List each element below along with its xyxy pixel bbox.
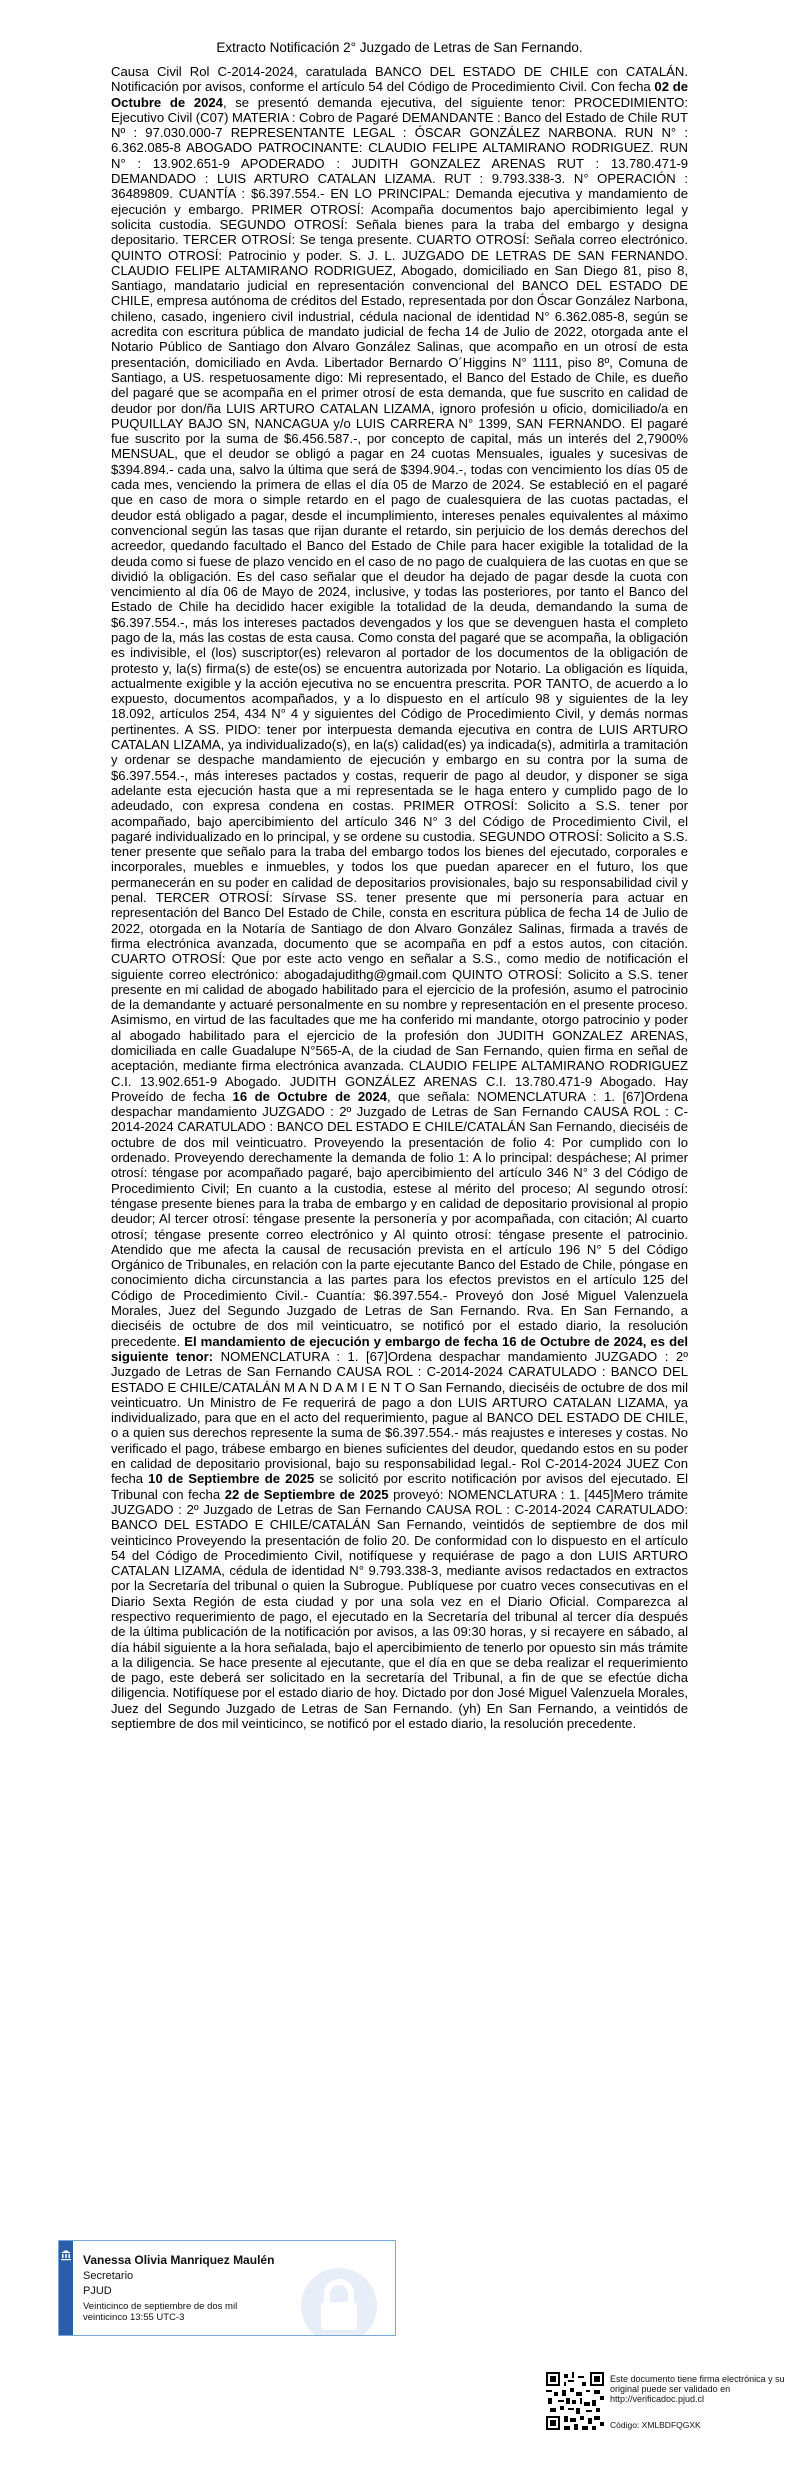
verification-code: Código: XMLBDFQGXK (610, 2420, 701, 2430)
document-title: Extracto Notificación 2° Juzgado de Letras de San Fernando. (216, 40, 583, 55)
body-text-2: , se presentó demanda ejecutiva, del siguiente tenor: PROCEDIMIENTO: Ejecutivo Civil (C07) MATERIA : Cobro de Pagaré DEMANDANTE : Banco del Estado de Chile RUT Nº : 97.030.000-7 REPRESENTANTE LEGAL : ÓSCAR GONZÁLEZ NARBONA. RUN N° : 6.362.085-8 ABOGADO PATROCINANTE: CLAUDIO FELIPE ALTAMIRANO RODRIGUEZ. RUN N° : 13.902.651-9 APODERADO : JUDITH GONZALEZ ARENAS RUT : 13.780.471-9 DEMANDADO : LUIS ARTURO CATALAN LIZAMA. RUT : 9.793.338-3. N° OPERACIÓN : 36489809. CUANTÍA : $6.397.554.- EN LO PRINCIPAL: Demanda ejecutiva y mandamiento de ejecución y embargo. PRIMER OTROSÍ: Acompaña documentos bajo apercibimiento legal y solicita custodia. SEGUNDO OTROSÍ: Señala bienes para la traba del embargo y designa depositario. TERCER OTROSÍ: Se tenga presente. CUARTO OTROSÍ: Señala correo electrónico. QUINTO OTROSÍ: Patrocinio y poder. S. J. L. JUZGADO DE LETRAS DE SAN FERNANDO. CLAUDIO FELIPE ALTAMIRANO RODRIGUEZ, Abogado, domiciliado en San Diego 81, piso 8, Santiago, mandatario judicial en representación convencional del BANCO DEL ESTADO DE CHILE, empresa autónoma de créditos del Estado, representada por don Óscar González Narbona, chileno, casado, ingeniero civil industrial, cédula nacional de identidad N° 6.362.085-8, según se acredita con escritura pública de mandato judicial de fecha 14 de Julio de 2022, otorgada ante el Notario Público de Santiago don Alvaro González Salinas, que acompaño en un otrosí de esta presentación, domiciliado en Avda. Libertador Bernardo O´Higgins N° 1111, piso 8º, Comuna de Santiago, a US. respetuosamente digo: Mi representado, el Banco del Estado de Chile, es dueño del pagaré que se acompaña en el primer otrosí de esta demanda, que fue suscrito en calidad de deudor por don/ña LUIS ARTURO CATALAN LIZAMA, ignoro profesión u oficio, domiciliado/a en PUQUILLAY BAJO SN, NANCAGUA y/o LUIS CARRERA N° 1399, SAN FERNANDO. El pagaré fue suscrito por la suma de $6.456.587.-, por concepto de capital, más un interés del 2,7900% MENSUAL, que el deudor se obligó a pagar en 24 cuotas Mensuales, iguales y sucesivas de $394.894.- cada una, salvo la última que será de $394.904.-, todas con vencimiento los días 05 de cada mes, venciendo la primera de ellas el día 05 de Marzo de 2024. Se estableció en el pagaré que en caso de mora o simple retardo en el pago de cualesquiera de las cuotas pactadas, el deudor está obligado a pagar, desde el incumplimiento, intereses penales equivalentes al máximo convencional según las tasas que rijan durante el retardo, sin perjuicio de los demás derechos del acreedor, quedando facultado el Banco del Estado de Chile para hacer exigible la totalidad de la deuda como si fuese de plazo vencido en el caso de no pago de cualquiera de las cuotas en que se dividió la obligación. Es del caso señalar que el deudor ha dejado de pagar desde la cuota con vencimiento al día 06 de Mayo de 2024, inclusive, y todas las posteriores, por tanto el Banco del Estado de Chile ha decidido hacer exigible la totalidad de la deuda, demandando la suma de $6.397.554.-, más los intereses pactados devengados y los que se devenguen hasta el completo pago de la, más las costas de esta causa. Como consta del pagaré que se acompaña, la obligación es indivisible, el (los) suscriptor(es) relevaron al portador de los documentos de la obligación de protesto y, la(s) firma(s) de este(os) se encuentra autorizada por Notario. La obligación es líquida, actualmente exigible y la acción ejecutiva no se encuentra prescrita. POR TANTO, de acuerdo a lo expuesto, documentos acompañados, y a lo dispuesto en el artículo 98 y siguientes de la ley 18.092, artículos 254, 434 N° 4 y siguientes del Código de Procedimiento Civil, y demás normas pertinentes. A SS. PIDO: tener por interpuesta demanda ejecutiva en contra de LUIS ARTURO CATALAN LIZAMA, ya individualizado(s), en la(s) calidad(es) ya indicada(s), admitirla a tramitación y ordenar se despache mandamiento de ejecución y embargo en su contra por la suma de $6.397.554.-, más intereses pactados y costas, requerir de pago al deudor, y disponer se siga adelante esta ejecución hasta que a mi representada se le haga entero y cumplido pago de lo adeudado, con expresa condena en costas. PRIMER OTROSÍ: Solicito a S.S. tener por acompañado, bajo apercibimiento del artículo 346 N° 3 del Código de Procedimiento Civil, el pagaré individualizado en lo principal, y se ordene su custodia. SEGUNDO OTROSÍ: Solicito a S.S. tener presente que señalo para la traba del embargo todos los bienes del ejecutado, corporales e incorporales, muebles e inmuebles, y todos los que puedan aparecer en el futuro, los que permanecerán en su poder en calidad de depositarios provisionales, bajo su responsabilidad civil y penal. TERCER OTROSÍ: Sírvase SS. tener presente que mi personería para actuar en representación del Banco Del Estado de Chile, consta en escritura pública de fecha 14 de Julio de 2022, otorgada en la Notaría de Santiago de don Alvaro González Salinas, firmada a través de firma electrónica avanzada, documento que se acompaña en pdf a estos autos, con citación. CUARTO OTROSÍ: Que por este acto vengo en señalar a S.S., como medio de notificación el siguiente correo electrónico: abogadajudithg@gmail.com QUINTO OTROSÍ: Solicito a S.S. tener presente en mi calidad de abogado habilitado para el ejercicio de la profesión, asumo el patrocinio de la demandante y actuaré personalmente en su nombre y representación en el presente proceso. Asimismo, en virtud de las facultades que me ha conferido mi mandante, otorgo patrocinio y poder al abogado habilitado para el ejercicio de la profesión don JUDITH GONZALEZ ARENAS, domiciliada en calle Guadalupe N°565-A, de la ciudad de San Fernando, quien firma en señal de aceptación, mediante firma electrónica avanzada. CLAUDIO FELIPE ALTAMIRANO RODRIGUEZ C.I. 13.902.651-9 Abogado. JUDITH GONZÁLEZ ARENAS C.I. 13.780.471-9 Abogado. Hay Proveído de fecha (111, 94, 688, 1104)
date-proveido: 16 de Octubre de 2024 (232, 1088, 388, 1104)
signer-name: Vanessa Olivia Manriquez Maulén (83, 2253, 275, 2267)
body-text-6: proveyó: NOMENCLATURA : 1. [445]Mero trámite JUZGADO : 2º Juzgado de Letras de San Fernando CAUSA ROL : C-2014-2024 CARATULADO: BANCO DEL ESTADO E CHILE/CATALÁN San Fernando, veintidós de septiembre de dos mil veinticinco Proveyendo la presentación de folio 20. De conformidad con lo dispuesto en el artículo 54 del Código de Procedimiento Civil, notifíquese y requiérase de pago a don LUIS ARTURO CATALAN LIZAMA, cédula de identidad N° 9.793.338-3, mediante avisos redactados en extractos por la Secretaría del tribunal o quien la Subrogue. Publíquese por cuatro veces consecutivas en el Diario Sexta Región de esta ciudad y por una sola vez en el Diario Oficial. Comparezca al respectivo requerimiento de pago, el ejecutado en la Secretaría del tribunal al tercer día después de la última publicación de la notificación por avisos, a las 09:30 horas, y si recayere en sábado, al día hábil siguiente a la hora señalada, bajo el apercibimiento de tenerlo por opuesto sin más trámite a la diligencia. Se hace presente al ejecutante, que el día en que se deba realizar el requerimiento de pago, este deberá ser solicitado en la secretaría del Tribunal, a fin de que se efectúe dicha diligencia. Notifíquese por el estado diario de hoy. Dictado por don José Miguel Valenzuela Morales, Juez del Segundo Juzgado de Letras de San Fernando. (yh) En San Fernando, a veintidós de septiembre de dos mil veinticinco, se notificó por el estado diario, la resolución precedente. (111, 1486, 688, 1732)
document-body (111, 64, 688, 1731)
mandamiento-heading: El mandamiento de ejecución y embargo de fecha 16 de Octubre de 2024, es del siguiente tenor: (111, 1333, 688, 1364)
date-resolucion: 22 de Septiembre de 2025 (224, 1486, 389, 1502)
date-solicitud: 10 de Septiembre de 2025 (148, 1471, 315, 1487)
date-demanda: 02 de Octubre de 2024 (111, 79, 688, 110)
signature-accent-bar (59, 2241, 73, 2335)
padlock-icon (299, 2266, 379, 2336)
verification-note: Este documento tiene firma electrónica y su original puede ser validado en http://verificadoc.pjud.cl (610, 2374, 785, 2404)
qr-code (546, 2372, 604, 2430)
courthouse-icon (60, 2249, 72, 2261)
body-text-4: NOMENCLATURA : 1. [67]Ordena despachar mandamiento JUZGADO : 2º Juzgado de Letras de San Fernando CAUSA ROL : C-2014-2024 CARATULADO : BANCO DEL ESTADO E CHILE/CATALÁN M A N D A M I E N T O San Fernando, dieciséis de octubre de dos mil veinticuatro. Un Ministro de Fe requerirá de pago a don LUIS ARTURO CATALAN LIZAMA, ya individualizado, para que en el acto del requerimiento, pague al BANCO DEL ESTADO DE CHILE, o a quien sus derechos represente la suma de $6.397.554.- más reajustes e intereses y costas. No verificado el pago, trábese embargo en bienes suficientes del deudor, quedando estos en su poder en calidad de depositario provisional, bajo su responsabilidad legal.- Rol C-2014-2024 JUEZ Con fecha (111, 1348, 688, 1487)
signer-institution: PJUD (83, 2285, 112, 2297)
signature-date: Veinticinco de septiembre de dos mil veinticinco 13:55 UTC-3 (83, 2301, 238, 2323)
signature-box (58, 2240, 396, 2336)
body-text-5: se solicitó por escrito notificación por avisos del ejecutado. El Tribunal con fecha (111, 1471, 688, 1502)
body-text-1: Causa Civil Rol C-2014-2024, caratulada BANCO DEL ESTADO DE CHILE con CATALÁN. Notificación por avisos, conforme el artículo 54 del Código de Procedimiento Civil. Con fecha (111, 64, 688, 95)
body-text-3: , que señala: NOMENCLATURA : 1. [67]Ordena despachar mandamiento JUZGADO : 2º Juzgado de Letras de San Fernando CAUSA ROL : C-2014-2024 CARATULADO : BANCO DEL ESTADO E CHILE/CATALÁN San Fernando, dieciséis de octubre de dos mil veinticuatro. Proveyendo la presentación de folio 4: Por cumplido con lo ordenado. Proveyendo derechamente la demanda de folio 1: A lo principal: despáchese; Al primer otrosí: téngase por acompañado pagaré, bajo apercibimiento del artículo 346 N° 3 del Código de Procedimiento Civil; En cuanto a la custodia, estese al mérito del proceso; Al segundo otrosí: téngase presente bienes para la traba de embargo y en calidad de depositario provisional al propio deudor; Al tercer otrosí: téngase presente la personería y por acompañada, con citación; Al cuarto otrosí; téngase presente correo electrónico y Al quinto otrosí: téngase presente el patrocinio. Atendido que me afecta la causal de recusación prevista en el artículo 196 N° 5 del Código Orgánico de Tribunales, en relación con la parte ejecutante Banco del Estado de Chile, póngase en conocimiento dicha circunstancia a las partes para los efectos previstos en el artículo 125 del Código de Procedimiento Civil.- Cuantía: $6.397.554.- Proveyó don José Miguel Valenzuela Morales, Juez del Segundo Juzgado de Letras de San Fernando. Rva. En San Fernando, a dieciséis de octubre de dos mil veinticuatro, se notificó por el estado diario, la resolución precedente. (111, 1088, 688, 1349)
signer-role: Secretario (83, 2270, 134, 2282)
